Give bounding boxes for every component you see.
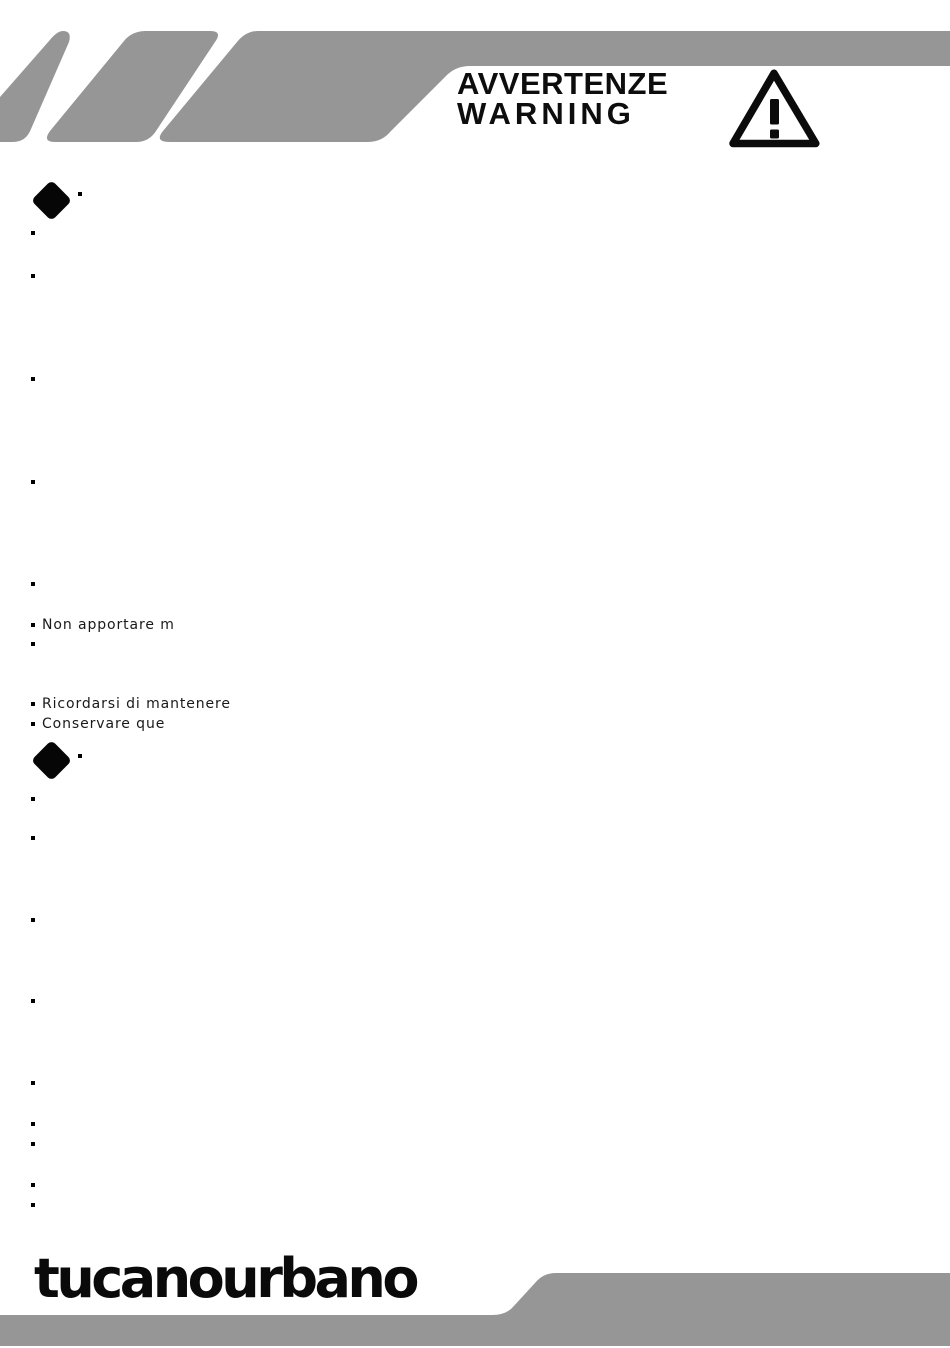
exclamation-dot bbox=[770, 130, 779, 139]
list-item bbox=[31, 575, 42, 593]
bullet-square bbox=[31, 797, 35, 801]
section-2-heading-row bbox=[78, 747, 89, 765]
list-item bbox=[31, 911, 42, 929]
bullet-square bbox=[31, 722, 35, 726]
list-item bbox=[31, 992, 42, 1010]
bullet-square bbox=[31, 702, 35, 706]
list-item-text: Conservare que bbox=[42, 716, 166, 732]
bullet-square bbox=[31, 836, 35, 840]
bullet-square bbox=[31, 274, 35, 278]
list-item bbox=[31, 224, 42, 242]
list-item bbox=[31, 473, 42, 491]
list-item bbox=[31, 695, 231, 713]
bullet-square bbox=[31, 231, 35, 235]
section-1-heading-row bbox=[78, 185, 89, 203]
list-item bbox=[31, 715, 165, 733]
title-warning: WARNING bbox=[457, 96, 635, 131]
bullet-square bbox=[31, 480, 35, 484]
section-1-diamond-icon bbox=[31, 180, 72, 221]
footer-band bbox=[0, 1273, 950, 1346]
list-item-text: Ricordarsi di mantenere bbox=[42, 696, 231, 712]
list-item bbox=[31, 1074, 42, 1092]
bullet-square bbox=[31, 918, 35, 922]
list-item bbox=[31, 370, 42, 388]
bullet-square bbox=[78, 754, 82, 758]
bullet-square bbox=[31, 1122, 35, 1126]
list-item bbox=[31, 1196, 42, 1214]
bullet-square bbox=[31, 1203, 35, 1207]
list-item bbox=[31, 829, 42, 847]
bullet-square bbox=[31, 642, 35, 646]
warning-triangle-icon bbox=[710, 55, 825, 155]
bullet-square bbox=[31, 623, 35, 627]
exclamation-bar bbox=[770, 99, 779, 125]
list-item bbox=[31, 790, 42, 808]
bullet-square bbox=[31, 1183, 35, 1187]
list-item-text: Non apportare m bbox=[42, 617, 175, 633]
list-item bbox=[31, 1115, 42, 1133]
bullet-square bbox=[31, 1081, 35, 1085]
footer-band-graphic bbox=[0, 1265, 950, 1348]
title-avvertenze: AVVERTENZE bbox=[457, 66, 669, 101]
list-item bbox=[31, 635, 42, 653]
section-2-diamond-icon bbox=[31, 740, 72, 781]
list-item bbox=[31, 267, 42, 285]
bullet-square bbox=[78, 192, 82, 196]
bullet-square bbox=[31, 999, 35, 1003]
bullet-square bbox=[31, 582, 35, 586]
bullet-square bbox=[31, 1142, 35, 1146]
brand-logo: tucanourbano bbox=[34, 1247, 416, 1310]
page-title bbox=[457, 66, 669, 131]
list-item bbox=[31, 1176, 42, 1194]
bullet-square bbox=[31, 377, 35, 381]
list-item bbox=[31, 616, 175, 634]
list-item bbox=[31, 1135, 42, 1153]
